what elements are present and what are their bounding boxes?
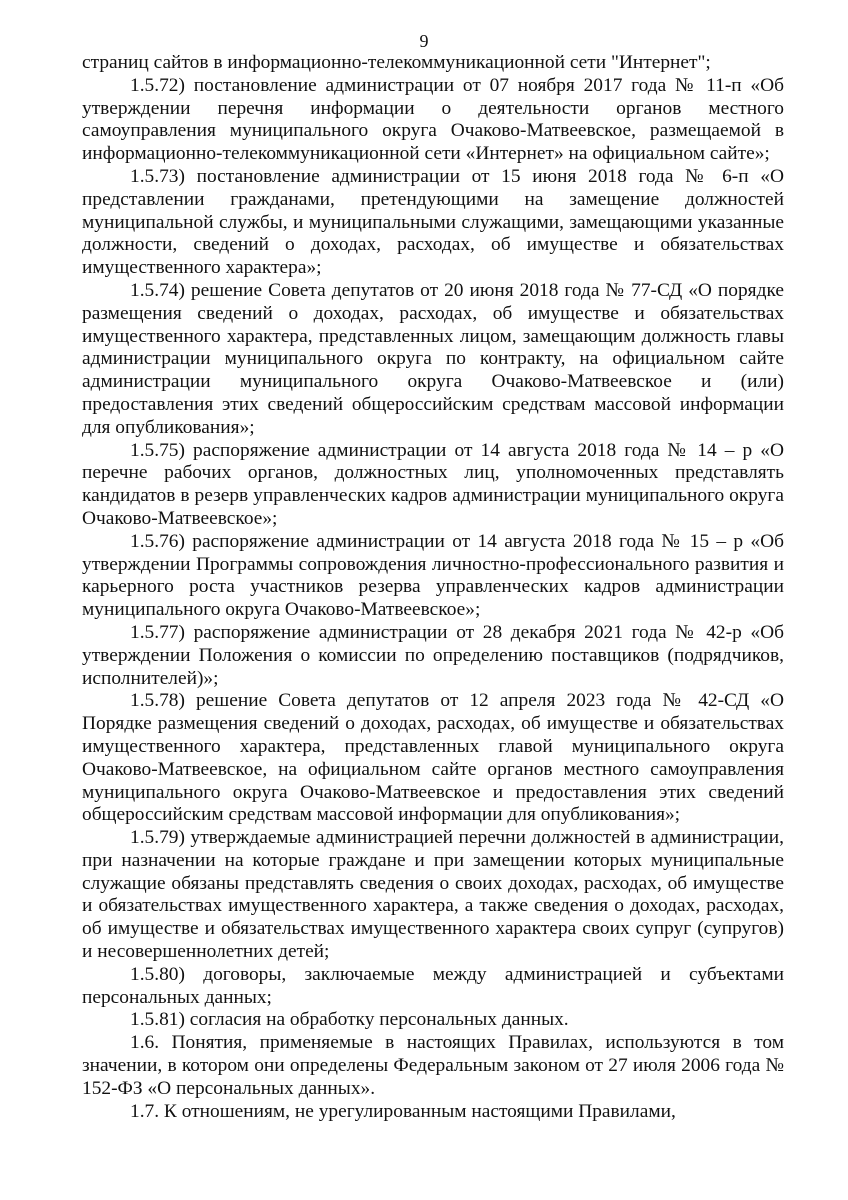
paragraph-1-5-78: 1.5.78) решение Совета депутатов от 12 апреля 2023 года № 42-СД «О Порядке размещения сведений о доходах, расходах, об имуществе и обязательствах имущественного характера, представленных главой муниципального округа Очаково-Матвеевское, на официальном сайте органов местного самоуправления муниципального округа Очаково-Матвеевское и предоставления этих сведений общероссийским средствам массовой информации для опубликования»; (82, 690, 784, 826)
paragraph-1-5-81: 1.5.81) согласия на обработку персональных данных. (130, 1009, 569, 1031)
paragraph-continuation: страниц сайтов в информационно-телекоммуникационной сети "Интернет"; (82, 52, 711, 73)
paragraph-1-5-72: 1.5.72) постановление администрации от 07 ноября 2017 года № 11-п «Об утверждении перечня информации о деятельности органов местного самоуправления муниципального округа Очаково-Матвеевское, размещаемой в информационно-телекоммуникационной сети «Интернет» на официальном сайте»; (82, 74, 784, 165)
page-number: 9 (419, 31, 429, 51)
paragraph-1-5-77: 1.5.77) распоряжение администрации от 28 декабря 2021 года № 42-р «Об утверждении Положения о комиссии по определению поставщиков (подрядчиков, исполнителей)»; (82, 621, 784, 689)
document-body (82, 52, 784, 1123)
paragraph-1-6: 1.6. Понятия, применяемые в настоящих Правилах, используются в том значении, в котором они определены Федеральным законом от 27 июля 2006 года № 152-ФЗ «О персональных данных». (82, 1032, 784, 1099)
paragraph-1-5-76: 1.5.76) распоряжение администрации от 14 августа 2018 года № 15 – р «Об утверждении Программы сопровождения личностно-профессионального развития и карьерного роста участников резерва управленческих кадров администрации муниципального округа Очаково-Матвеевское»; (82, 530, 784, 621)
paragraph-1-5-74: 1.5.74) решение Совета депутатов от 20 июня 2018 года № 77-СД «О порядке размещения сведений о доходах, расходах, об имуществе и обязательствах имущественного характера, представленных лицом, замещающим должность главы администрации муниципального округа по контракту, на официальном сайте администрации муниципального округа Очаково-Матвеевское и (или) предоставления этих сведений общероссийским средствам массовой информации для опубликования»; (82, 279, 784, 438)
paragraph-1-5-79: 1.5.79) утверждаемые администрацией перечни должностей в администрации, при назначении на которые граждане и при замещении которых муниципальные служащие обязаны представлять сведения о своих доходах, расходах, об имуществе и обязательствах имущественного характера, а также сведения о доходах, расходах, об имуществе и обязательствах имущественного характера своих супруг (супругов) и несовершеннолетних детей; (82, 827, 784, 963)
paragraph-1-5-73: 1.5.73) постановление администрации от 15 июня 2018 года № 6-п «О представлении гражданами, претендующими на замещение должностей муниципальной службы, и муниципальными служащими, замещающими указанные должности, сведений о доходах, расходах, об имуществе и обязательствах имущественного характера»; (82, 165, 784, 279)
paragraph-1-7: 1.7. К отношениям, не урегулированным настоящими Правилами, (130, 1100, 676, 1122)
paragraph-1-5-75: 1.5.75) распоряжение администрации от 14 августа 2018 года № 14 – р «О перечне рабочих органов, должностных лиц, уполномоченных представлять кандидатов в резерв управленческих кадров администрации муниципального округа Очаково-Матвеевское»; (82, 439, 784, 529)
paragraph-1-5-80: 1.5.80) договоры, заключаемые между администрацией и субъектами персональных данных; (82, 963, 784, 1008)
